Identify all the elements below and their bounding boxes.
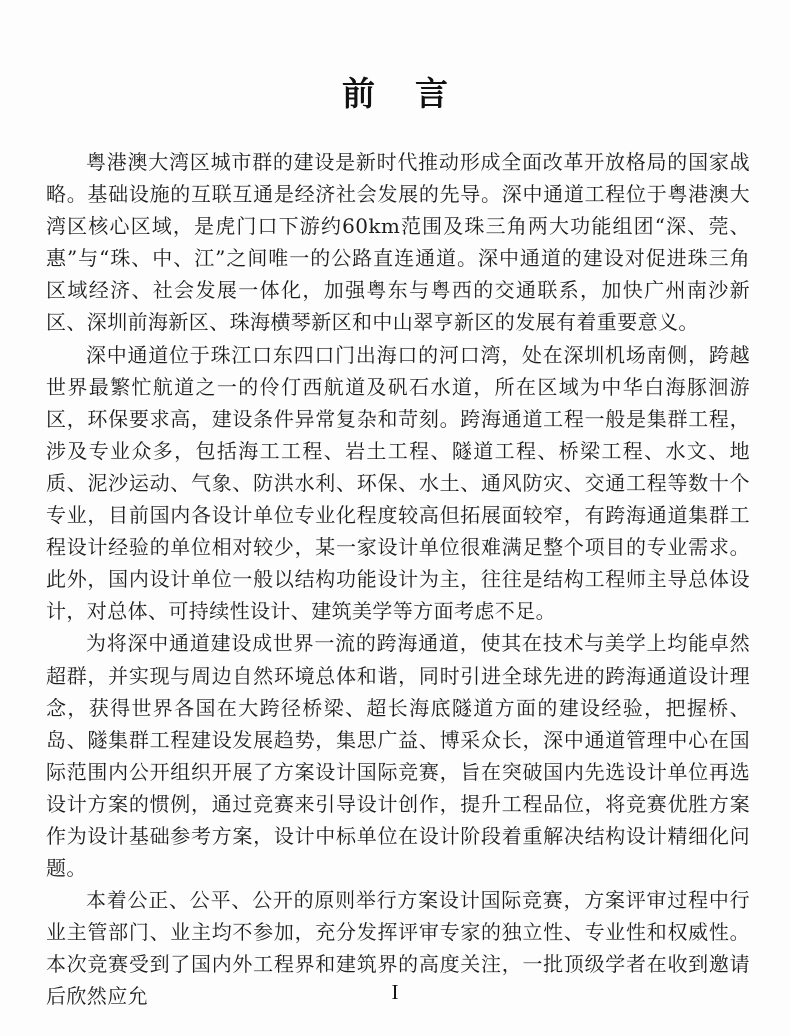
page-number: I <box>391 980 399 1004</box>
page-title: 前言 <box>342 74 488 114</box>
paragraph: 深中通道位于珠江口东四口门出海口的河口湾，处在深圳机场南侧，跨越世界最繁忙航道之一的伶仃西航道及矾石水道，所在区域为中华白海豚洄游区，环保要求高，建设条件异常复杂和苛刻。跨海通道工程一般是集群工程，涉及专业众多，包括海工工程、岩土工程、隧道工程、桥梁工程、水文、地质、泥沙运动、气象、防洪水利、环保、水土、通风防灾、交通工程等数十个专业，目前国内各设计单位专业化程度较高但拓展面较窄，有跨海通道集群工程设计经验的单位相对较少，某一家设计单位很难满足整个项目的专业需求。此外，国内设计单位一般以结构功能设计为主，往往是结构工程师主导总体设计，对总体、可持续性设计、建筑美学等方面考虑不足。 <box>46 342 750 624</box>
paragraph: 粤港澳大湾区城市群的建设是新时代推动形成全面改革开放格局的国家战略。基础设施的互联互通是经济社会发展的先导。深中通道工程位于粤港澳大湾区核心区域，是虎门口下游约60km范围及珠三角两大功能组团“深、莞、惠”与“珠、中、江”之间唯一的公路直连通道。深中通道的建设对促进珠三角区域经济、社会发展一体化，加强粤东与粤西的交通联系，加快广州南沙新区、深圳前海新区、珠海横琴新区和中山翠亨新区的发展有着重要意义。 <box>46 150 750 335</box>
paragraph: 本着公正、公平、公开的原则举行方案设计国际竞赛，方案评审过程中行业主管部门、业主均不参加，充分发挥评审专家的独立性、专业性和权威性。本次竞赛受到了国内外工程界和建筑界的高度关注，一批顶级学者在收到邀请后欣然应允 <box>46 888 750 1009</box>
paragraph: 为将深中通道建设成世界一流的跨海通道，使其在技术与美学上均能卓然超群，并实现与周边自然环境总体和谐，同时引进全球先进的跨海通道设计理念，获得世界各国在大跨径桥梁、超长海底隧道方面的建设经验，把握桥、岛、隧集群工程建设发展趋势，集思广益、博采众长，深中通道管理中心在国际范围内公开组织开展了方案设计国际竞赛，旨在突破国内先选设计单位再选设计方案的惯例，通过竞赛来引导设计创作，提升工程品位，将竞赛优胜方案作为设计基础参考方案，设计中标单位在设计阶段着重解决结构设计精细化问题。 <box>46 631 750 881</box>
body-text <box>46 146 750 1009</box>
